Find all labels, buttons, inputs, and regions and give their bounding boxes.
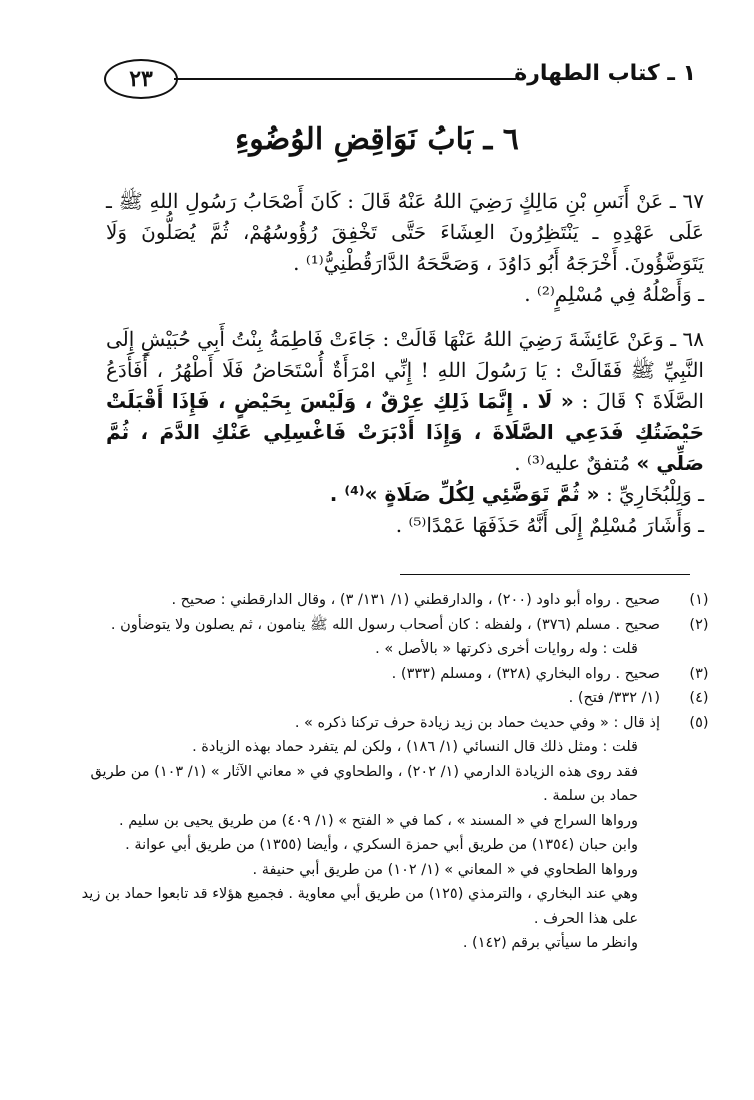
footnote-number: (٣): [689, 665, 709, 682]
footnote-5-line: قلت : ومثل ذلك قال النسائي (١/ ١٨٦) ، ولكن لم يتفرد حماد بهذه الزيادة .: [192, 739, 638, 755]
book-title: ١ ـ كتاب الطهارة: [514, 61, 696, 86]
hadith-67: ٦٧ ـ عَنْ أَنَسِ بْنِ مَالِكٍ رَضِيَ اللهُ عَنْهُ قَالَ : كَانَ أَصْحَابُ رَسُولِ اللهِ ﷺ ـ عَلَى عَهْدِهِ ـ يَنْتَظِرُونَ العِشَاءَ حَتَّى تَخْفِقَ رُؤُوسُهُمْ، ثُمَّ يُصَلُّونَ وَلَا يَتَوَضَّؤُونَ. أَخْرَجَهُ أَبُو دَاوُدَ ، وَصَحَّحَهُ الدَّارَقُطْنِيُّ⁽¹⁾ .: [106, 189, 704, 275]
footnote-text: صحيح . رواه البخاري (٣٢٨) ، ومسلم (٣٣٣) .: [391, 665, 660, 682]
bukhari-prefix: ـ وَلِلْبُخَارِيِّ :: [599, 482, 704, 506]
hadith-68: [106, 324, 704, 479]
footnote-2: [80, 613, 714, 638]
footnote-4: [80, 686, 714, 711]
hadith-68-intro: ٦٨ ـ وَعَنْ عَائِشَةَ رَضِيَ اللهُ عَنْهَا قَالَتْ : جَاءَتْ فَاطِمَةُ بِنْتُ أَبِي حُبَيْشٍ إِلَى النَّبِيِّ ﷺ فَقَالَتْ : يَا رَسُولَ اللهِ ! إِنِّي امْرَأَةٌ أُسْتَحَاضُ فَلَا أَطْهُرُ ، أَفَأَدَعُ الصَّلَاةَ ؟ قَالَ :: [106, 327, 704, 413]
hadith-68-quote: « لَا . إِنَّمَا ذَلِكِ عِرْقٌ ، وَلَيْسَ بِحَيْضٍ ، فَإِذَا أَقْبَلَتْ حَيْضَتُكِ فَدَعِي الصَّلَاةَ ، وَإِذَا أَدْبَرَتْ فَاغْسِلِي عَنْكِ الدَّمَ ، ثُمَّ صَلِّي »: [106, 389, 704, 475]
footnote-5-line: وهي عند البخاري ، والترمذي (١٢٥) من طريق أبي معاوية . فجميع هؤلاء قد تابعوا حماد بن زيد على هذا الحرف .: [81, 886, 638, 927]
footnote-text: صحيح . رواه أبو داود (٢٠٠) ، والدارقطني (١/ ١٣١/ ٣) ، وقال الدارقطني : صحيح .: [171, 592, 660, 608]
main-text: [106, 186, 704, 541]
footnote-5-line: ورواها السراج في « المسند » ، كما في « الفتح » (١/ ٤٠٩) من طريق يحيى بن سليم .: [119, 812, 638, 829]
chapter-title: ٦ ـ بَابُ نَوَاقِضِ الوُضُوءِ: [235, 122, 519, 157]
footnote-number: (١): [689, 592, 709, 608]
footnotes: [80, 588, 714, 956]
footnote-text: إذ قال : « وفي حديث حماد بن زيد زيادة حرف تركنا ذكره » .: [294, 714, 660, 731]
footnote-5-line: فقد روى هذه الزيادة الدارمي (١/ ٢٠٢) ، والطحاوي في « معاني الآثار » (١/ ١٠٣) من طريق حماد بن سلمة .: [90, 763, 638, 804]
footnote-2-comment: قلت : وله روايات أخرى ذكرتها « بالأصل » .: [375, 641, 638, 657]
hadith-68-agreed: مُتفقٌ عليه⁽³⁾ .: [514, 451, 637, 475]
footnote-5-line: وابن حبان (١٣٥٤) من طريق أبي حمزة السكري ، وأيضا (١٣٥٥) من طريق أبي عوانة .: [125, 837, 638, 853]
page-header: [104, 55, 696, 103]
footnote-3: [80, 662, 714, 687]
footnote-5-line: وانظر ما سيأتي برقم (١٤٢) .: [462, 935, 638, 951]
footnote-5: [80, 711, 714, 736]
header-rule: [174, 78, 516, 80]
footnote-text: (١/ ٣٣٢/ فتح) .: [568, 690, 660, 706]
footnote-1: [80, 588, 714, 613]
muslim-note: ـ وَأَشَارَ مُسْلِمٌ إِلَى أَنَّهُ حَذَفَهَا عَمْدًا⁽⁵⁾ .: [395, 513, 704, 537]
bukhari-text: « ثُمَّ تَوَضَّئِي لِكُلِّ صَلَاةٍ »⁽⁴⁾ .: [329, 482, 600, 506]
footnote-number: (٤): [689, 690, 709, 706]
footnote-5-line: ورواها الطحاوي في « المعاني » (١/ ١٠٢) من طريق أبي حنيفة .: [252, 861, 638, 878]
footnote-number: (٢): [689, 616, 709, 633]
bukhari-variant: [106, 479, 704, 510]
footnote-text: صحيح . مسلم (٣٧٦) ، ولفظه : كان أصحاب رسول الله ﷺ ينامون ، ثم يصلون ولا يتوضأون .: [110, 616, 660, 633]
hadith-67-note: ـ وَأَصْلُهُ فِي مُسْلِمٍ⁽²⁾ .: [524, 282, 704, 306]
page-number: ٢٣: [104, 59, 178, 99]
footnote-separator: [400, 574, 690, 575]
footnote-number: (٥): [689, 714, 709, 731]
